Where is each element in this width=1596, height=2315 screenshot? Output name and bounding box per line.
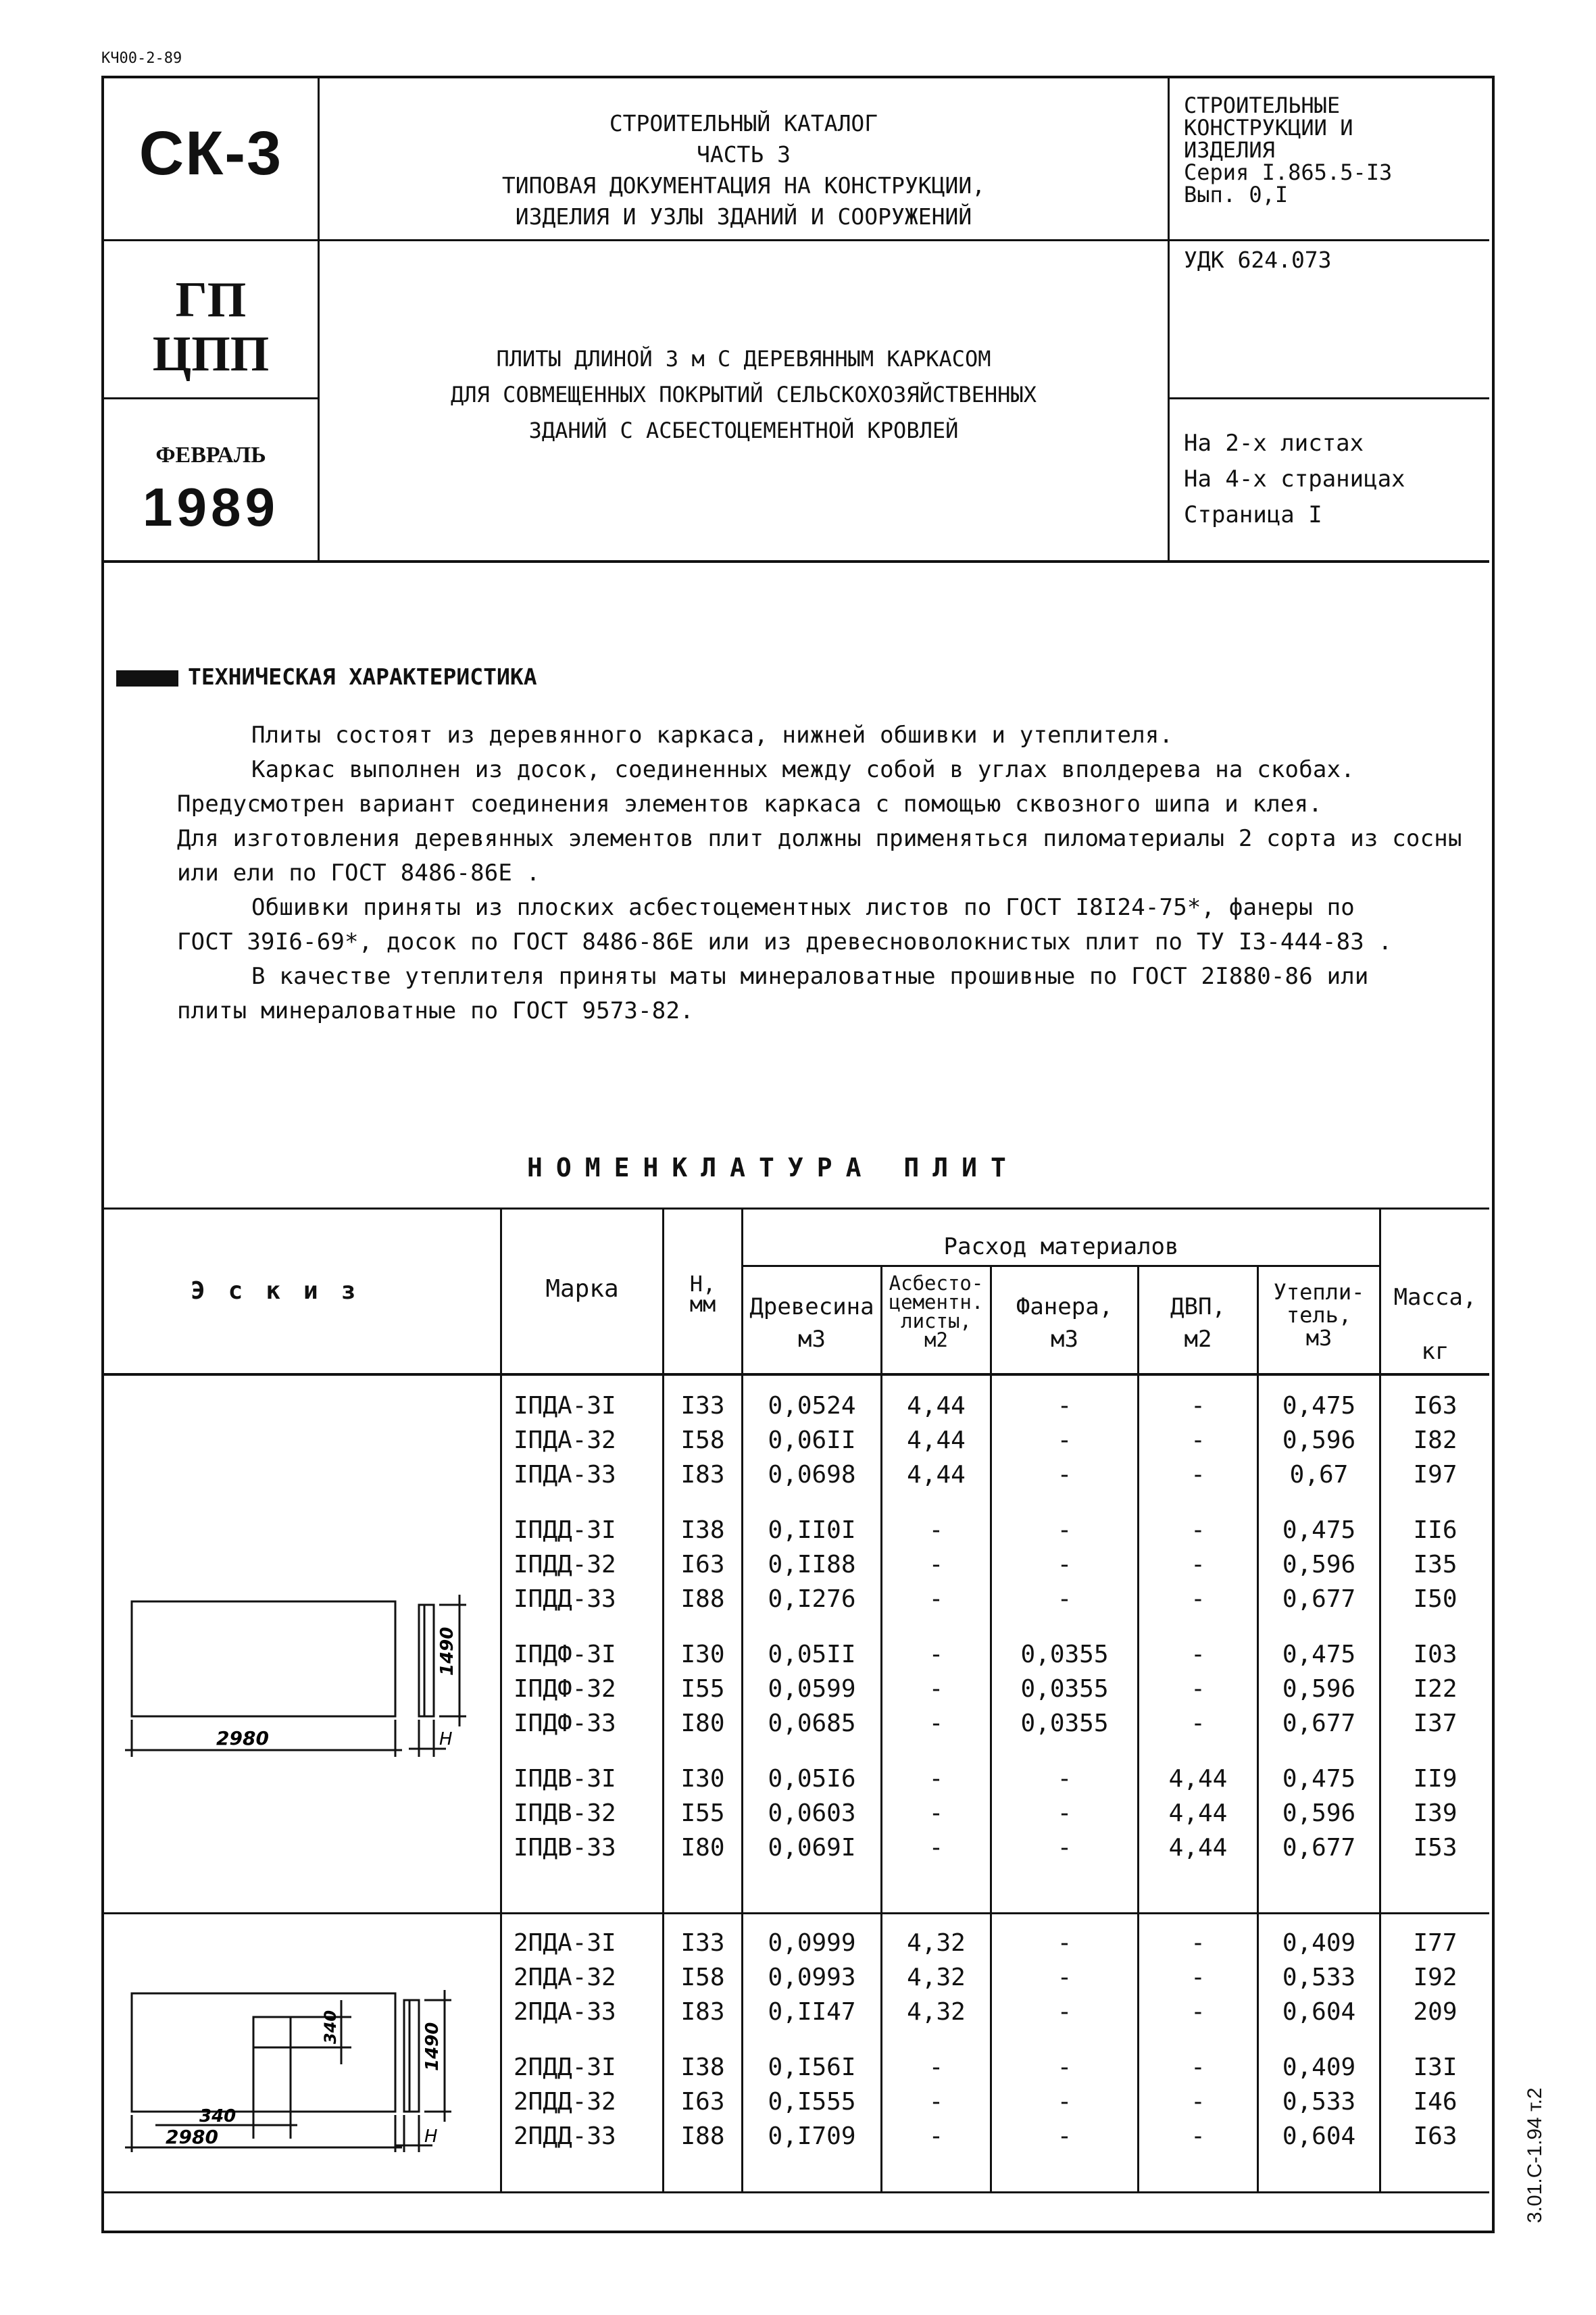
sketch1-section [419, 1605, 434, 1716]
cell-mass: I63 [1413, 1392, 1457, 1420]
cell-h: I58 [680, 1426, 725, 1454]
cell-asbestos: 4,32 [907, 1929, 966, 1957]
cell-dvp: - [1191, 1710, 1205, 1737]
cell-mark: IПДД-33 [514, 1585, 616, 1613]
cell-dvp: - [1191, 2088, 1205, 2116]
cell-insulation: 0,604 [1282, 2122, 1356, 2150]
cell-asbestos: 4,44 [907, 1392, 966, 1420]
cell-h: I63 [680, 1551, 725, 1578]
sk-label: СК-3 [139, 119, 283, 188]
cell-insulation: 0,677 [1282, 1710, 1356, 1737]
cell-dvp: - [1191, 1929, 1205, 1957]
cell-insulation: 0,475 [1282, 1516, 1356, 1544]
cell-wood: 0,I276 [768, 1585, 856, 1613]
cpp-label: ЦПП [152, 326, 270, 382]
cell-dvp: - [1191, 1426, 1205, 1454]
cell-plywood: - [1057, 2053, 1072, 2081]
cell-h: I55 [680, 1799, 725, 1827]
cell-wood: 0,II47 [768, 1998, 856, 2026]
cell-insulation: 0,604 [1282, 1998, 1356, 2026]
nomenclature-title: НОМЕНКЛАТУРА ПЛИТ [527, 1153, 1020, 1183]
cell-plywood: 0,0355 [1020, 1641, 1109, 1668]
cell-h: I88 [680, 2122, 725, 2150]
cell-h: I30 [680, 1641, 725, 1668]
cell-h: I88 [680, 1585, 725, 1613]
year: 1989 [143, 477, 279, 537]
cell-wood: 0,II0I [768, 1516, 856, 1544]
cell-h: I80 [680, 1834, 725, 1862]
cell-mark: IПДФ-32 [514, 1675, 616, 1703]
catalog-title: СТРОИТЕЛЬНЫЙ КАТАЛОГ ЧАСТЬ 3 ТИПОВАЯ ДОКУМЕНТАЦИЯ НА КОНСТРУКЦИИ, ИЗДЕЛИЯ И УЗЛЫ ЗДАНИЙ И СООРУЖЕНИЙ [501, 110, 986, 230]
sketch2-length: 2980 [166, 2126, 218, 2148]
cell-wood: 0,0685 [768, 1710, 856, 1737]
cell-wood: 0,I555 [768, 2088, 856, 2116]
cell-wood: 0,0999 [768, 1929, 856, 1957]
cell-mass: 209 [1413, 1998, 1457, 2026]
cell-asbestos: - [928, 1585, 944, 1613]
cell-mark: IПДВ-33 [514, 1834, 616, 1862]
cell-wood: 0,0524 [768, 1392, 856, 1420]
sketch1-width: 1490 [437, 1626, 457, 1676]
header-divider-h1 [101, 239, 1489, 241]
cell-mass: I03 [1413, 1641, 1457, 1668]
cell-mark: 2ПДД-33 [514, 2122, 616, 2150]
cell-dvp: - [1191, 1641, 1205, 1668]
cell-insulation: 0,677 [1282, 1585, 1356, 1613]
cell-plywood: - [1057, 1585, 1072, 1613]
sketch2-inner [253, 2017, 291, 2047]
gp-label: ГП [175, 272, 247, 328]
cell-h: I33 [680, 1929, 725, 1957]
cell-mark: IПДВ-32 [514, 1799, 616, 1827]
cell-insulation: 0,596 [1282, 1799, 1356, 1827]
cell-insulation: 0,533 [1282, 1964, 1356, 1991]
cell-plywood: - [1057, 1998, 1072, 2026]
cell-asbestos: - [928, 2122, 944, 2150]
cell-asbestos: 4,32 [907, 1964, 966, 1991]
cell-dvp: - [1191, 2122, 1205, 2150]
cell-plywood: - [1057, 1551, 1072, 1578]
header-sketch: Эскиз [191, 1277, 379, 1305]
cell-mark: IПДФ-33 [514, 1710, 616, 1737]
cell-wood: 0,05I6 [768, 1765, 856, 1793]
month: ФЕВРАЛЬ [155, 443, 266, 468]
cell-dvp: - [1191, 1392, 1205, 1420]
cell-mass: II9 [1413, 1765, 1457, 1793]
document-code: КЧ00-2-89 [101, 50, 182, 67]
cell-plywood: - [1057, 1834, 1072, 1862]
cell-plywood: - [1057, 1929, 1072, 1957]
sketch-2 [101, 1953, 500, 2176]
cell-mass: I3I [1413, 2053, 1457, 2081]
cell-dvp: - [1191, 1551, 1205, 1578]
cell-insulation: 0,596 [1282, 1426, 1356, 1454]
cell-h: I38 [680, 1516, 725, 1544]
header-divider-h3 [1168, 397, 1489, 399]
cell-h: I30 [680, 1765, 725, 1793]
cell-dvp: - [1191, 1516, 1205, 1544]
cell-asbestos: - [928, 2053, 944, 2081]
header-divider-h4 [101, 560, 1489, 563]
sketch1-plan [132, 1601, 395, 1716]
cell-asbestos: - [928, 1675, 944, 1703]
table-bottom-line [101, 2191, 1489, 2193]
cell-plywood: - [1057, 1516, 1072, 1544]
cell-mark: IПДА-3I [514, 1392, 616, 1420]
cell-mass: I50 [1413, 1585, 1457, 1613]
cell-h: I83 [680, 1461, 725, 1489]
cell-insulation: 0,533 [1282, 2088, 1356, 2116]
cell-insulation: 0,596 [1282, 1675, 1356, 1703]
cell-insulation: 0,409 [1282, 2053, 1356, 2081]
cell-plywood: - [1057, 1799, 1072, 1827]
cell-h: I83 [680, 1998, 725, 2026]
udk: УДК 624.073 [1184, 247, 1332, 273]
cell-wood: 0,0993 [768, 1964, 856, 1991]
cell-insulation: 0,475 [1282, 1392, 1356, 1420]
cell-mass: I46 [1413, 2088, 1457, 2116]
header-wood: Древесина м3 [749, 1293, 874, 1353]
cell-mass: I35 [1413, 1551, 1457, 1578]
cell-h: I38 [680, 2053, 725, 2081]
cell-dvp: - [1191, 1964, 1205, 1991]
heading-mark [116, 670, 178, 687]
cell-wood: 0,0599 [768, 1675, 856, 1703]
sketch2-plan [132, 1993, 395, 2112]
sketch1-length: 2980 [216, 1727, 269, 1749]
sketch2-section [404, 2000, 419, 2112]
cell-h: I80 [680, 1710, 725, 1737]
cell-wood: 0,I56I [768, 2053, 856, 2081]
header-asbestos: Асбесто- цементн. листы, м2 [889, 1272, 984, 1351]
cell-h: I55 [680, 1675, 725, 1703]
sketch-1 [101, 1574, 500, 1777]
cell-mass: I97 [1413, 1461, 1457, 1489]
cell-mass: I39 [1413, 1799, 1457, 1827]
cell-mass: I22 [1413, 1675, 1457, 1703]
sketch2-inner-height: 340 [321, 2010, 340, 2044]
header-insulation: Утепли- тель, м3 [1273, 1279, 1365, 1351]
cell-mass: I82 [1413, 1426, 1457, 1454]
cell-dvp: 4,44 [1168, 1834, 1228, 1862]
cell-mark: 2ПДД-3I [514, 2053, 616, 2081]
cell-mark: 2ПДД-32 [514, 2088, 616, 2116]
cell-wood: 0,069I [768, 1834, 856, 1862]
cell-insulation: 0,596 [1282, 1551, 1356, 1578]
header-plywood: Фанера, м3 [1016, 1293, 1114, 1353]
cell-dvp: - [1191, 1998, 1205, 2026]
cell-asbestos: - [928, 1834, 944, 1862]
cell-plywood: - [1057, 2122, 1072, 2150]
cell-asbestos: - [928, 1641, 944, 1668]
cell-h: I63 [680, 2088, 725, 2116]
cell-insulation: 0,677 [1282, 1834, 1356, 1862]
header-mark: Марка [545, 1275, 619, 1303]
cell-asbestos: - [928, 1710, 944, 1737]
cell-mark: IПДФ-3I [514, 1641, 616, 1668]
cell-insulation: 0,475 [1282, 1641, 1356, 1668]
table-group-separator [101, 1912, 1489, 1914]
cell-asbestos: - [928, 1799, 944, 1827]
cell-asbestos: 4,44 [907, 1461, 966, 1489]
cell-asbestos: 4,32 [907, 1998, 966, 2026]
sheets-info: На 2-х листах На 4-х страницах Страница I [1184, 430, 1405, 528]
cell-mark: IПДД-3I [514, 1516, 616, 1544]
cell-insulation: 0,475 [1282, 1765, 1356, 1793]
cell-mass: I37 [1413, 1710, 1457, 1737]
header-dvp: ДВП, м2 [1170, 1293, 1226, 1353]
cell-plywood: - [1057, 1392, 1072, 1420]
cell-insulation: 0,67 [1289, 1461, 1349, 1489]
cell-plywood: - [1057, 1964, 1072, 1991]
sketch1-h: H [439, 1729, 453, 1749]
cell-wood: 0,I709 [768, 2122, 856, 2150]
header-divider-v2 [1168, 76, 1170, 561]
cell-mass: II6 [1413, 1516, 1457, 1544]
cell-wood: 0,05II [768, 1641, 856, 1668]
document-title: ПЛИТЫ ДЛИНОЙ 3 м С ДЕРЕВЯННЫМ КАРКАСОМ ДЛЯ СОВМЕЩЕННЫХ ПОКРЫТИЙ СЕЛЬСКОХОЗЯЙСТВЕННЫХ ЗДАНИЙ С АСБЕСТОЦЕМЕНТНОЙ КРОВЛЕЙ [451, 346, 1037, 443]
header-consumption: Расход материалов [943, 1233, 1179, 1260]
cell-dvp: 4,44 [1168, 1799, 1228, 1827]
cell-wood: 0,II88 [768, 1551, 856, 1578]
header-divider-h2 [101, 397, 319, 399]
cell-mass: I63 [1413, 2122, 1457, 2150]
side-stamp: 3.01.С-1.94 т.2 [1524, 2087, 1546, 2223]
cell-asbestos: - [928, 1551, 944, 1578]
col-line-mark [500, 1208, 502, 2193]
cell-dvp: 4,44 [1168, 1765, 1228, 1793]
cell-mass: I92 [1413, 1964, 1457, 1991]
cell-dvp: - [1191, 1461, 1205, 1489]
tech-text: Плиты состоят из деревянного каркаса, нижней обшивки и утеплителя. Каркас выполнен из досок, соединенных между собой в углах вполдерева на скобах. Предусмотрен вариант соединения элементов каркаса с помощью сквозного шипа и клея. Для изготовления деревянных элементов плит должны применяться пиломатериалы 2 сорта из сосны или ели по ГОСТ 8486-86Е . Обшивки приняты из плоских асбестоцементных листов по ГОСТ I8I24-75*, фанеры по ГОСТ 39I6-69*, досок по ГОСТ 8486-86Е или из древесноволокнистых плит по ТУ I3-444-83 . В качестве утеплителя приняты маты минераловатные прошивные по ГОСТ 2I880-86 или плиты минераловатные по ГОСТ 9573-82. [177, 722, 1462, 1024]
cell-asbestos: - [928, 1765, 944, 1793]
consumption-header-line [741, 1265, 1379, 1267]
sketch2-h: H [424, 2126, 438, 2147]
cell-dvp: - [1191, 1675, 1205, 1703]
cell-plywood: 0,0355 [1020, 1675, 1109, 1703]
cell-mass: I53 [1413, 1834, 1457, 1862]
cell-plywood: - [1057, 1461, 1072, 1489]
cell-mark: 2ПДА-32 [514, 1964, 616, 1991]
cell-asbestos: - [928, 1516, 944, 1544]
cell-dvp: - [1191, 1585, 1205, 1613]
cell-h: I58 [680, 1964, 725, 1991]
cell-plywood: - [1057, 1426, 1072, 1454]
cell-wood: 0,0698 [768, 1461, 856, 1489]
cell-asbestos: - [928, 2088, 944, 2116]
cell-mark: IПДВ-3I [514, 1765, 616, 1793]
cell-mark: IПДА-32 [514, 1426, 616, 1454]
sketch2-width: 1490 [422, 2022, 443, 2071]
cell-plywood: - [1057, 2088, 1072, 2116]
header-mass: Масса, кг [1393, 1284, 1477, 1365]
cell-plywood: - [1057, 1765, 1072, 1793]
cell-mark: 2ПДА-33 [514, 1998, 616, 2026]
cell-dvp: - [1191, 2053, 1205, 2081]
table-top-line [101, 1208, 1489, 1210]
sketch2-inner-width: 340 [199, 2106, 236, 2126]
header-h: Н, мм [689, 1271, 716, 1317]
cell-wood: 0,06II [768, 1426, 856, 1454]
tech-heading: ТЕХНИЧЕСКАЯ ХАРАКТЕРИСТИКА [116, 664, 537, 690]
table-header-bottom [101, 1373, 1489, 1376]
cell-plywood: 0,0355 [1020, 1710, 1109, 1737]
cell-mark: 2ПДА-3I [514, 1929, 616, 1957]
cell-mass: I77 [1413, 1929, 1457, 1957]
cell-asbestos: 4,44 [907, 1426, 966, 1454]
cell-mark: IПДД-32 [514, 1551, 616, 1578]
cell-insulation: 0,409 [1282, 1929, 1356, 1957]
cell-wood: 0,0603 [768, 1799, 856, 1827]
cell-h: I33 [680, 1392, 725, 1420]
series-info: СТРОИТЕЛЬНЫЕ КОНСТРУКЦИИ И ИЗДЕЛИЯ Серия I.865.5-I3 Вып. 0,I [1184, 93, 1393, 207]
cell-mark: IПДА-33 [514, 1461, 616, 1489]
